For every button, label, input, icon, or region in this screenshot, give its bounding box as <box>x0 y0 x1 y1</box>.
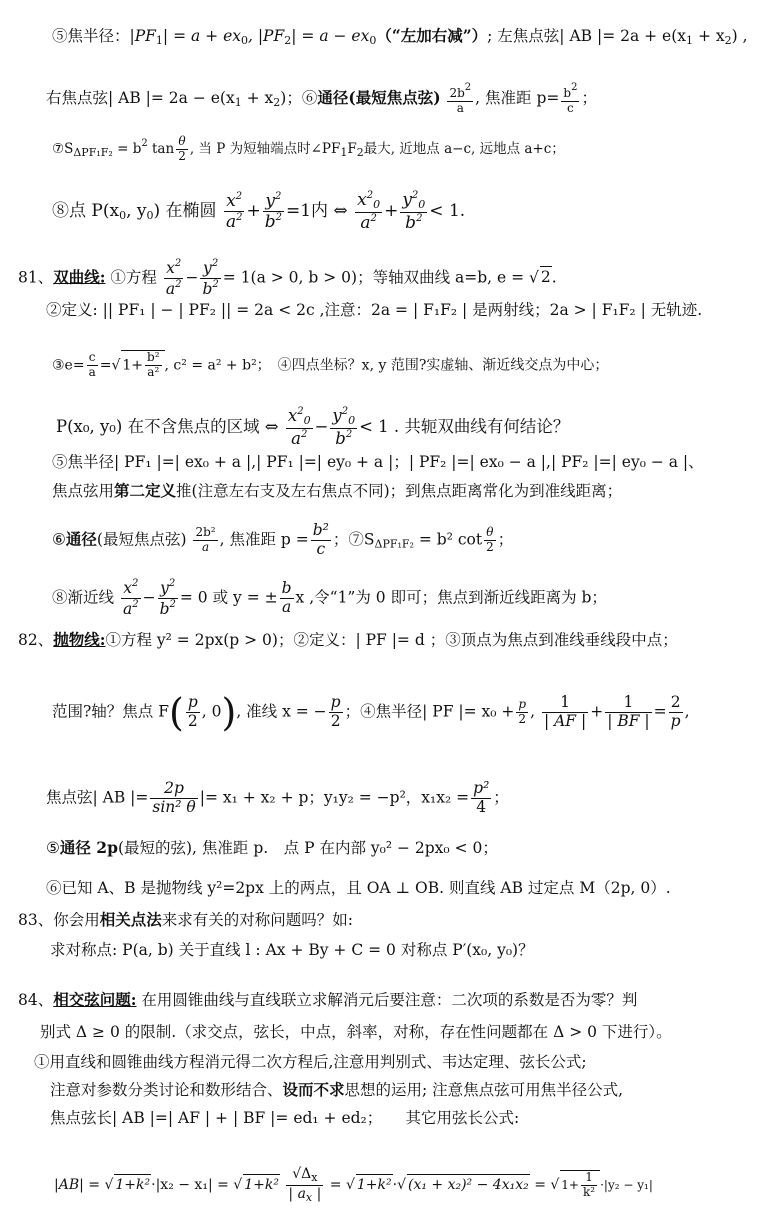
text-span: ③e= <box>52 357 85 374</box>
denominator: a² <box>147 364 160 379</box>
numerator: θ <box>176 135 188 150</box>
text-span: + <box>590 702 604 721</box>
text-span: P(x₀, y₀) 在不含焦点的区域 ⇔ <box>56 416 279 436</box>
emphasis-span: 设而不求 <box>282 1080 345 1099</box>
text-span: + x <box>241 88 274 107</box>
math-span: , |PF <box>247 27 285 45</box>
fraction: $\frac{y^20}{b^2}$ <box>332 406 356 448</box>
numerator: b <box>563 86 572 100</box>
emphasis-span: 通径(最短焦点弦) <box>317 87 441 107</box>
fraction <box>150 780 197 817</box>
subscript: x <box>305 1190 313 1204</box>
text-span: ⑥ <box>52 530 66 549</box>
text-line: |AB| = √ 1+k²·|x₂ − x₁| = √ 1+k² $\frac{√\Delta_x}{| a_x |}$ = √ 1+k²·√ (x₁ + x₂)² − 4x₁x₂ = √ 1+ $\frac{1}{\text{k²}}$ ·|y₂ − y₁| <box>54 1166 653 1204</box>
text-span: , c² = a² + b²； ④四点坐标？x, y 范围?实虚轴、渐近线交点为中心； <box>164 357 609 374</box>
text-span: F <box>347 141 357 157</box>
numerator: 2 <box>669 694 683 713</box>
text-line: ⑧渐近线 $\frac{x^2}{a^2}$ − $\frac{y^2}{b^2}$ = 0 或 y = ± $\frac{b}{a}$ x ,令“1”为 0 即可；焦点到渐近线距离为 b； <box>52 578 607 618</box>
text-span: ①用直线和圆锥曲线方程消元得二次方程后,注意用判别式、韦达定理、弦长公式; <box>34 1053 587 1071</box>
text-span: ⑤焦半径： <box>52 27 130 45</box>
text-span: 求对称点: P(a, b) 关于直线 l : Ax + By + C = 0 对称点 P′(x₀, y₀)？ <box>50 941 534 959</box>
text-line <box>52 481 622 501</box>
text-line <box>50 940 534 960</box>
numerator: y <box>265 190 275 211</box>
fraction: $\frac{x^2}{a^2}$ <box>165 258 182 298</box>
text-span: = b² cot <box>413 530 483 549</box>
numerator: p <box>518 697 527 712</box>
denominator: b <box>264 212 276 233</box>
numerator: 1 <box>542 694 588 713</box>
text-span: x ,令“1”为 0 即可；焦点到渐近线距离为 b； <box>295 588 607 607</box>
text-span: < 1. <box>429 201 466 222</box>
text-span: | <box>312 1185 322 1202</box>
text-span: 焦点弦用 <box>52 482 115 500</box>
text-span: ⑤焦半径| PF₁ |=| ex₀ + a |,| PF₁ |=| ey₀ + a |；| PF₂ |=| ex₀ − a |,| PF₂ |=| ey₀ − a |、 <box>52 453 704 471</box>
numerator: √Δ <box>292 1166 312 1182</box>
text-span: 思想的运用; 注意焦点弦可用焦半径公式, <box>344 1081 624 1099</box>
text-line <box>46 300 702 320</box>
text-line <box>34 1052 587 1072</box>
text-line <box>46 878 671 898</box>
text-span: 1+ <box>122 357 144 374</box>
numerator: θ <box>484 526 496 541</box>
text-span: 焦点弦长| AB |=| AF | + | BF |= ed₁ + ed₂； 其它用弦长公式: <box>50 1109 520 1127</box>
text-line <box>40 1022 672 1042</box>
item-number: 84、 <box>18 991 54 1009</box>
denominator: a <box>201 539 210 554</box>
text-span: 1+ <box>561 1178 579 1193</box>
text-span: 在用圆锥曲线与直线联立求解消元后要注意：二次项的系数是否为零？判 <box>136 991 638 1009</box>
fraction: $\frac{x^2}{a^2}$ <box>225 190 243 233</box>
text-span: ⑧点 P(x <box>52 201 120 222</box>
denominator: 2 <box>187 711 198 730</box>
text-span: , y <box>126 201 147 222</box>
text-span: ; 左焦点弦| AB |= 2a + e(x <box>487 27 687 45</box>
text-line <box>52 522 513 559</box>
fraction <box>145 351 162 380</box>
text-span: ·|y₂ − y₁| <box>600 1178 653 1193</box>
text-span: 最大, 近地点 a−c, 远地点 a+c； <box>363 141 565 157</box>
radicand: 1+k² <box>114 1174 151 1195</box>
emphasis-span: 通径 <box>65 529 97 549</box>
denominator: 2 <box>330 711 341 730</box>
fraction <box>542 694 588 731</box>
radicand: 2 <box>540 268 551 287</box>
text-span: 别式 Δ ≥ 0 的限制.（求交点，弦长，中点，斜率，对称，存在性问题都在 Δ > 0 下进行）。 <box>40 1023 672 1041</box>
text-span: . <box>551 268 557 287</box>
text-span: , <box>684 702 690 721</box>
fraction: $\frac{2b^2}{a}$ <box>449 82 472 115</box>
fraction <box>471 780 491 817</box>
fraction: $\frac{y^2}{b^2}$ <box>159 578 176 618</box>
text-span: ； <box>581 88 597 107</box>
denominator: a <box>456 100 464 115</box>
text-line <box>18 990 637 1010</box>
text-span: = <box>329 1177 342 1194</box>
numerator: x <box>226 190 236 211</box>
denominator: 4 <box>476 797 487 816</box>
fraction <box>605 694 651 731</box>
denominator: a <box>88 364 96 379</box>
subscript: ΔPF₁F₂ <box>73 146 113 159</box>
text-span: ；⑦S <box>332 530 375 549</box>
text-span: ； <box>493 788 509 807</box>
text-span: = b <box>112 141 142 157</box>
text-span: 推(注意左右支及左右焦点不同)；到焦点距离常化为到准线距离； <box>176 482 623 500</box>
numerator: 1 <box>581 1171 597 1186</box>
text-span: (最短的弦), 焦准距 p. 点 P 在内部 y₀² − 2px₀ < 0； <box>117 839 498 857</box>
denominator: 2 <box>178 149 186 163</box>
text-line <box>18 630 678 650</box>
numerator: b <box>281 579 292 597</box>
fraction: $\frac{b^2}{c}$ <box>563 82 578 115</box>
text-line <box>46 780 509 817</box>
text-span: 焦点弦| AB |= <box>46 788 149 807</box>
fraction <box>87 351 98 380</box>
math-span: | = a − ex <box>291 27 370 45</box>
math-span: |AB| = <box>54 1177 101 1194</box>
fraction <box>669 694 683 731</box>
text-span: = <box>653 702 667 721</box>
text-span: · <box>392 1177 398 1194</box>
text-span: ·|x₂ − x₁| = <box>151 1177 229 1194</box>
item-number: 81、 <box>18 268 54 287</box>
text-span: 注意对参数分类讨论和数形结合、 <box>50 1081 283 1099</box>
text-line <box>18 910 353 930</box>
fraction: $\frac{y^20}{b^2}$ <box>402 190 426 233</box>
text-span: (最短焦点弦) <box>96 530 187 549</box>
text-line <box>50 1080 623 1100</box>
text-span: ； <box>497 530 514 549</box>
fraction <box>193 526 217 555</box>
fraction <box>176 135 188 164</box>
text-span: = 1(a > 0, b > 0)；等轴双曲线 a=b, e = <box>222 268 525 287</box>
text-line <box>50 1108 519 1128</box>
fraction: $\frac{x^20}{a^2}$ <box>357 190 381 233</box>
text-span: ⑧渐近线 <box>52 588 115 607</box>
radicand: (x₁ + x₂)² − 4x₁x₂ <box>407 1174 530 1195</box>
text-span: , <box>530 702 536 721</box>
text-line: P(x₀, y₀) 在不含焦点的区域 ⇔ $\frac{x^20}{a^2}$ − $\frac{y^20}{b^2}$ < 1 . 共轭双曲线有何结论？ <box>56 406 570 448</box>
section-heading: 双曲线: <box>53 267 106 287</box>
denominator: p <box>670 711 681 730</box>
text-span: = 0 或 y = ± <box>179 588 278 607</box>
text-span: ) , <box>731 27 748 45</box>
text-line: $⑦S_{\Delta PF_1F_2} = b^2$ tan $\frac{\theta}{2}$ , 当 P 为短轴端点时$\angle PF_1F_2$最大, 近地点 a−c, 远地点 a+c； <box>52 134 565 163</box>
denominator: k² <box>583 1185 596 1200</box>
text-span: < 1 . 共轭双曲线有何结论？ <box>359 416 570 436</box>
emphasis-span: 通径 2p <box>59 838 118 857</box>
denominator: | a <box>288 1185 306 1202</box>
numerator: 2b <box>449 86 465 100</box>
numerator: c <box>87 351 98 366</box>
text-span: = <box>99 357 112 374</box>
emphasis-span: 第二定义 <box>114 481 177 500</box>
denominator: sin² θ <box>152 797 196 816</box>
fraction: $\frac{y^2}{b^2}$ <box>264 190 282 233</box>
text-span: , 准线 x = − <box>236 702 327 721</box>
item-number: 82、 <box>18 631 54 649</box>
fraction <box>311 522 331 559</box>
radicand: 1+k² <box>243 1174 280 1195</box>
text-span: + x <box>693 27 725 45</box>
denominator: 2 <box>518 711 527 726</box>
text-span: , 当 P 为短轴端点时∠PF <box>189 141 341 157</box>
text-span: |= x₁ + x₂ + p；y₁y₂ = −p²，x₁x₂ = <box>199 788 470 807</box>
text-span: )；⑥ <box>280 88 318 107</box>
text-span: ①方程 <box>105 268 157 287</box>
denominator: 2 <box>486 539 494 554</box>
numerator: 2p <box>150 780 197 799</box>
text-line: 范围?轴？焦点 F( $\frac{p}{2}$ , 0), 准线 x = − $\frac{p}{2}$ ；④焦半径| PF |= x₀ + $\frac{p}{2}$ , $\frac{1}{| AF |}$ + $\frac{1}{| BF |}$ = $\frac{2}{p}$ , <box>52 690 690 735</box>
denominator: a <box>225 212 237 233</box>
text-span: , 0 <box>201 702 222 721</box>
text-span: ) 在椭圆 <box>153 201 217 222</box>
text-span: , 焦准距 p= <box>475 88 560 107</box>
subscript: x <box>311 1171 318 1184</box>
text-line: ⑧点 P(x0, y0) 在椭圆 $\frac{x^2}{a^2}$ + $\frac{y^2}{b^2}$ =1内 ⇔ $\frac{x^20}{a^2}$ + $\frac{y^20}{b^2}$ < 1. <box>52 190 466 233</box>
fraction <box>286 1166 323 1204</box>
text-span: 来求有关的对称问题吗？如: <box>161 911 353 929</box>
math-span: | = a + ex <box>162 27 241 45</box>
text-line <box>46 838 498 858</box>
text-span: ；④焦半径| PF |= x₀ + <box>344 702 515 721</box>
text-span: 右焦点弦| AB |= 2a − e(x <box>46 88 235 107</box>
numerator: 1 <box>605 694 651 713</box>
fraction <box>280 580 294 617</box>
text-line: 右焦点弦| AB |= 2a − e(x1 + x2)；⑥通径(最短焦点弦) $\frac{2b^2}{a}$ , 焦准距 p= $\frac{b^2}{c}$ ； <box>46 82 597 115</box>
text-span: ⑦S <box>52 141 74 157</box>
text-span: 83、你会用 <box>18 911 100 929</box>
text-line: ⑤焦半径：|PF1| = a + ex0, |PF2| = a − ex0（“左加右减”）; 左焦点弦| AB |= 2a + e(x1 + x2) , <box>52 26 748 47</box>
numerator: 2b² <box>195 525 216 540</box>
fraction: $\frac{y^2}{b^2}$ <box>202 258 219 298</box>
emphasis-span: 相关点法 <box>99 910 162 929</box>
radicand: 1+k² <box>356 1174 393 1195</box>
text-span: ⑤ <box>46 839 60 857</box>
fraction <box>484 526 496 555</box>
text-span: ⑥已知 A、B 是抛物线 y²=2px 上的两点，且 OA ⊥ OB. 则直线 AB 过定点 M（2p, 0）. <box>46 879 671 897</box>
section-heading: 相交弦问题: <box>53 990 137 1009</box>
math-span: |PF <box>129 27 156 45</box>
numerator: p <box>330 693 341 711</box>
text-line <box>52 452 704 472</box>
subscript: ΔPF₁F₂ <box>374 537 414 551</box>
fraction <box>329 694 343 731</box>
text-span: tan <box>147 141 175 157</box>
text-span: , 焦准距 p = <box>219 530 309 549</box>
denominator: c <box>316 539 326 558</box>
text-span: =1内 ⇔ <box>285 201 348 222</box>
denominator: | BF | <box>607 711 650 730</box>
section-heading: 抛物线: <box>53 630 106 649</box>
fraction <box>186 694 200 731</box>
emphasis-span: （“左加右减”） <box>376 26 488 45</box>
text-line: 81、双曲线: ①方程 $\frac{x^2}{a^2}$ − $\frac{y^2}{b^2}$ = 1(a > 0, b > 0)；等轴双曲线 a=b, e = √ 2. <box>18 258 557 298</box>
text-line: ③e= $\frac{c}{a}$ =√ 1+ $\frac{\text{b²}}{\text{a²}}$ , c² = a² + b²； ④四点坐标？x, y 范围?实虚轴、渐近线交点为中心； <box>52 350 609 379</box>
numerator: b² <box>312 521 329 539</box>
fraction <box>581 1171 597 1200</box>
denominator: c <box>567 100 574 115</box>
denominator: a <box>281 597 292 616</box>
fraction: $\frac{x^20}{a^2}$ <box>287 406 311 448</box>
fraction: $\frac{x^2}{a^2}$ <box>122 578 139 618</box>
denominator: | AF | <box>543 711 587 730</box>
text-span: ②定义: || PF₁ | − | PF₂ || = 2a < 2c ,注意：2a = | F₁F₂ | 是两射线；2a > | F₁F₂ | 无轨迹. <box>46 301 703 319</box>
numerator: b² <box>147 350 160 364</box>
text-span: ①方程 y² = 2px(p > 0)；②定义：| PF |= d ；③顶点为焦点到准线垂线段中点； <box>105 631 678 649</box>
numerator: p <box>187 693 198 711</box>
numerator: p² <box>473 779 490 797</box>
text-span: 范围?轴？焦点 F <box>52 702 169 721</box>
text-span: = <box>534 1177 546 1194</box>
fraction <box>516 698 528 727</box>
